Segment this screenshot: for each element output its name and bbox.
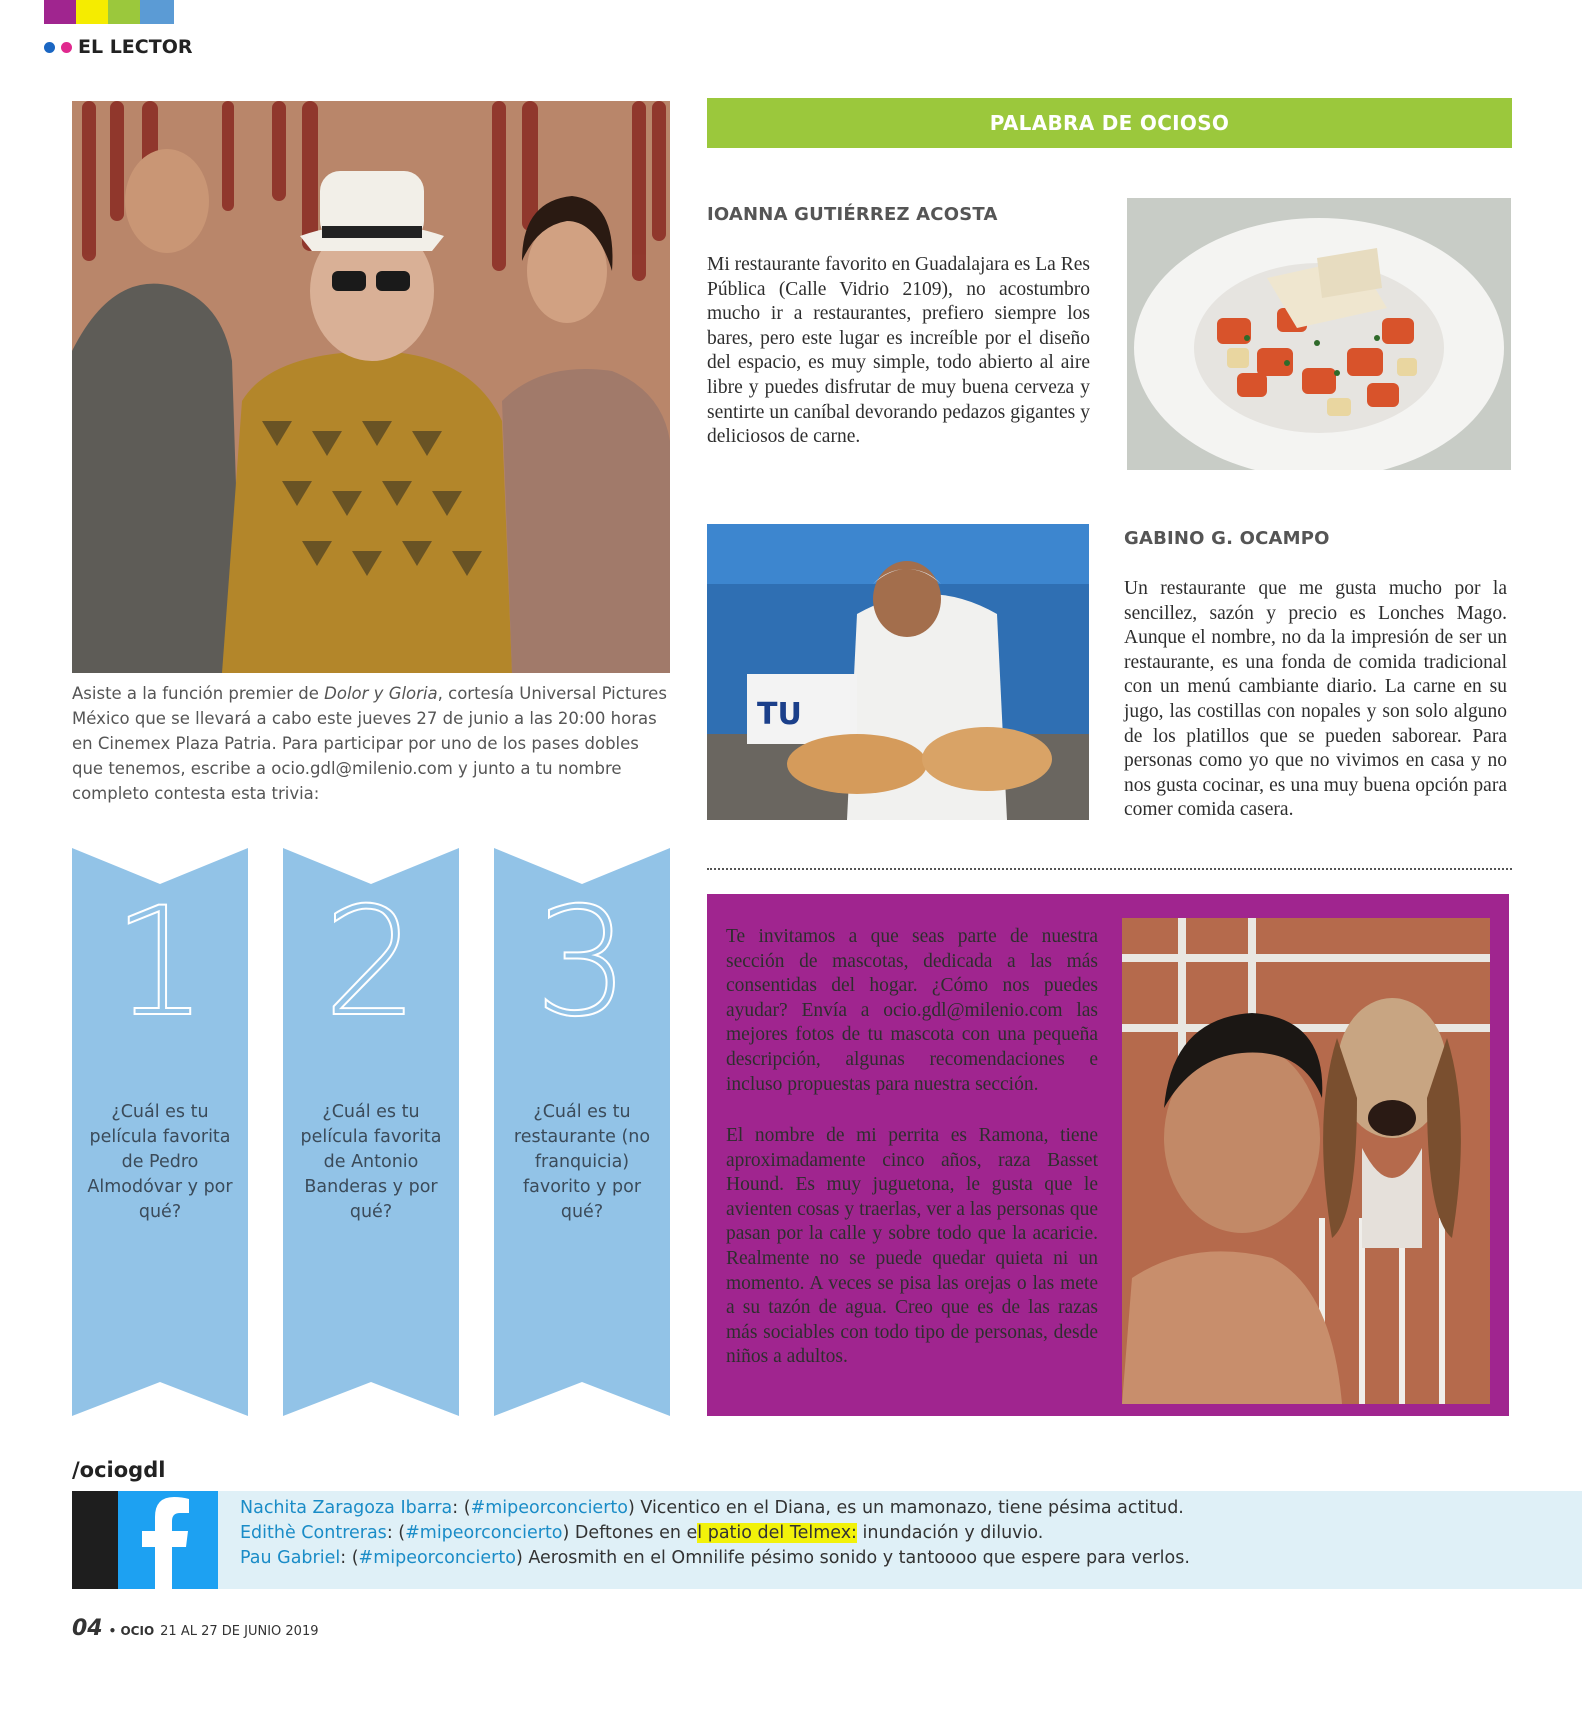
swatch-purple <box>44 0 76 24</box>
comment-row <box>240 1546 1190 1571</box>
palabra-de-ocioso-heading: PALABRA DE OCIOSO <box>707 98 1512 148</box>
facebook-comments <box>240 1496 1190 1571</box>
issue-date: 21 AL 27 DE JUNIO 2019 <box>160 1624 319 1639</box>
comment-author[interactable]: Edithè Contreras <box>240 1523 387 1543</box>
author-ioanna: IOANNA GUTIÉRREZ ACOSTA <box>707 204 998 225</box>
svg-text:TU: TU <box>757 697 802 732</box>
comment-text: ) Aerosmith en el Omnilife pésimo sonido y tantoooo que espere para verlos. <box>515 1548 1190 1568</box>
cook-photo <box>707 524 1089 820</box>
comment-hashtag[interactable]: #mipeorconcierto <box>358 1548 516 1568</box>
comment-sep: : ( <box>452 1498 471 1518</box>
caption-text-start: Asiste a la función premier de <box>72 684 325 703</box>
section-divider <box>707 868 1512 870</box>
comment-row <box>240 1496 1190 1521</box>
review-ioanna: Mi restaurante favorito en Guadalajara es La Res Pública (Calle Vidrio 2109), no acostumbro mucho ir a restaurantes, prefiero siempre los bares, pero este lugar es increíble por el diseño del espacio, es muy simple, todo abierto al aire libre y puedes disfrutar de muy buena cerveza y sentirte un caníbal devorando pedazos gigantes y deliciosos de carne. <box>707 254 1090 448</box>
swatch-yellow <box>76 0 108 24</box>
trivia-number: 2 <box>323 876 419 1050</box>
section-title: EL LECTOR <box>78 36 193 58</box>
comment-text: ) Vicentico en el Diana, es un mamonazo, tiene pésima actitud. <box>627 1498 1184 1518</box>
caption-text-end: , cortesía Universal Pictures México que se llevará a cabo este jueves 27 de junio a las 20:00 horas en Cinemex Plaza Patria. Para participar por uno de los pases dobles que tenemos, escribe a ocio.gdl@milenio.com y junto a tu nombre completo contesta esta trivia: <box>72 684 667 803</box>
section-label <box>44 36 192 58</box>
trivia-ribbon-3 <box>494 848 670 1416</box>
comment-text-end: inundación y diluvio. <box>856 1523 1044 1543</box>
facebook-badge-dark <box>72 1491 118 1589</box>
mascotas-story: El nombre de mi perrita es Ramona, tiene aproximadamente cinco años, raza Basset Hound. Es muy juguetona, le gusta que le avienten cosas y traerlas, ver a las personas que pasan por la calle y sobre todo que la acaricie. Realmente no se puede quedar quieta ni un momento. A veces se pisa las orejas o las mete a su tazón de agua. Creo que es de las razas más sociables con todo tipo de personas, desde niños a adultos. <box>726 1125 1098 1368</box>
comment-row <box>240 1521 1190 1546</box>
movie-cast-photo <box>72 101 670 673</box>
review-gabino: Un restaurante que me gusta mucho por la sencillez, sazón y precio es Lonches Mago. Aunque el nombre, no da la impresión de ser un restaurante, es una fonda de comida tradicional con un menú cambiante diario. La carne en su jugo, las costillas con nopales y son solo alguno de los platillos que se pueden saborear. Para personas como yo que no vivimos en casa y no nos gusta cocinar, es una muy buena opción para comer comida casera. <box>1124 578 1507 821</box>
blue-dot <box>44 42 55 53</box>
comment-hashtag[interactable]: #mipeorconcierto <box>405 1523 563 1543</box>
page-footer <box>72 1616 319 1641</box>
comment-sep: : ( <box>340 1548 359 1568</box>
pink-dot <box>61 42 72 53</box>
comment-hashtag[interactable]: #mipeorconcierto <box>470 1498 628 1518</box>
pet-owner-photo <box>1122 918 1490 1404</box>
trivia-question: ¿Cuál es tu restaurante (no franquicia) favorito y por qué? <box>513 1102 651 1222</box>
mascotas-intro: Te invitamos a que seas parte de nuestra sección de mascotas, dedicada a las más consentidas del hogar. ¿Cómo nos puedes ayudar? Envía a ocio.gdl@milenio.com las mejores fotos de tu mascota con una pequeña descripción, algunas recomendaciones e incluso propuestas para nuestra sección. <box>726 926 1098 1095</box>
trivia-number: 3 <box>534 876 630 1050</box>
trivia-ribbon-2 <box>283 848 459 1416</box>
giveaway-caption <box>72 681 672 806</box>
trivia-question: ¿Cuál es tu película favorita de Pedro Almodóvar y por qué? <box>87 1102 233 1222</box>
publication-name: • OCIO <box>108 1624 155 1638</box>
caption-movie-title: Dolor y Gloria <box>324 684 438 703</box>
author-gabino: GABINO G. OCAMPO <box>1124 528 1330 549</box>
comment-sep: : ( <box>386 1523 406 1543</box>
trivia-question: ¿Cuál es tu película favorita de Antonio Banderas y por qué? <box>300 1102 442 1222</box>
facebook-icon <box>118 1491 218 1589</box>
comment-author[interactable]: Pau Gabriel <box>240 1548 341 1568</box>
comment-highlight: l patio del Telmex: <box>697 1523 857 1543</box>
food-dish-photo <box>1127 198 1511 470</box>
comment-text: ) Deftones en e <box>562 1523 698 1543</box>
social-handle: /ociogdl <box>72 1458 166 1482</box>
comment-author[interactable]: Nachita Zaragoza Ibarra <box>240 1498 453 1518</box>
trivia-ribbon-1 <box>72 848 248 1416</box>
page-number: 04 <box>72 1616 103 1641</box>
swatch-blue <box>140 0 174 24</box>
swatch-green <box>108 0 140 24</box>
trivia-number: 1 <box>112 876 208 1050</box>
